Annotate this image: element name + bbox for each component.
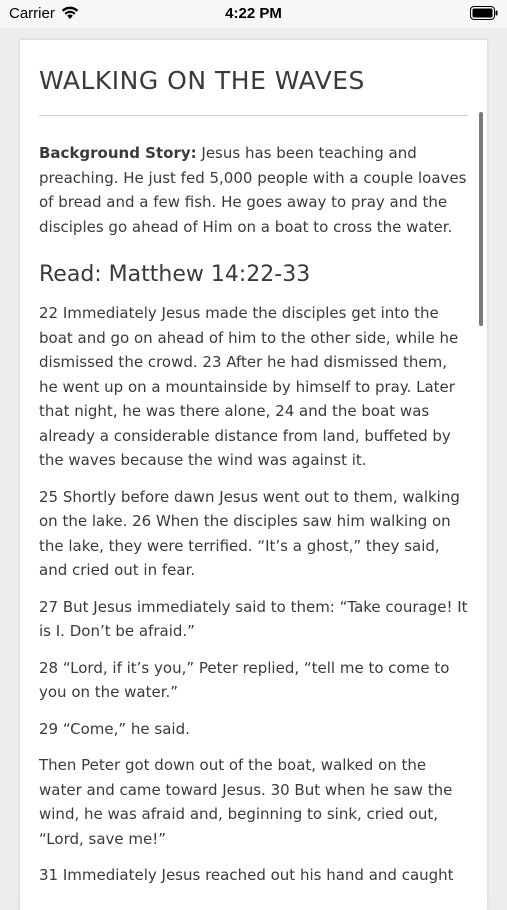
read-heading: Read: Matthew 14:22-33 bbox=[39, 262, 311, 287]
background-text: Jesus has been teaching and preaching. He just fed 5,000 people with a couple loaves of bread and a few fish. He goes away to pray and the disciples go ahead of Him on a boat to cross the water. bbox=[39, 144, 467, 236]
battery-full-icon bbox=[470, 6, 498, 20]
background-label: Background Story: bbox=[39, 144, 197, 162]
scripture-paragraph: 22 Immediately Jesus made the disciples get into the boat and go on ahead of him to the other side, while he dismissed the crowd. 23 After he had dismissed them, he went up on a mountainside by himself to pray. Later that night, he was there alone, 24 and the boat was already a considerable distance from land, buffeted by the waves because the wind was against it. bbox=[39, 304, 459, 469]
story-content bbox=[20, 40, 487, 888]
scripture-paragraph: 27 But Jesus immediately said to them: “Take courage! It is I. Don’t be afraid.” bbox=[39, 597, 468, 640]
background-story bbox=[39, 141, 468, 239]
scripture-paragraph: 28 “Lord, if it’s you,” Peter replied, “tell me to come to you on the water.” bbox=[39, 658, 450, 701]
carrier-label: Carrier bbox=[9, 5, 55, 22]
status-time: 4:22 PM bbox=[225, 5, 282, 22]
scrollbar[interactable] bbox=[479, 112, 483, 326]
scripture-paragraph: 31 Immediately Jesus reached out his hand and caught bbox=[39, 866, 454, 884]
scripture-paragraph: 25 Shortly before dawn Jesus went out to them, walking on the lake. 26 When the disciples saw him walking on the lake, they were terrified. “It’s a ghost,” they said, and cried out in fear. bbox=[39, 487, 460, 579]
story-card[interactable] bbox=[20, 40, 487, 910]
story-title: WALKING ON THE WAVES bbox=[39, 66, 468, 116]
status-bar bbox=[0, 0, 507, 28]
scripture-paragraph: Then Peter got down out of the boat, walked on the water and came toward Jesus. 30 But when he saw the wind, he was afraid and, beginning to sink, cried out, “Lord, save me!” bbox=[39, 756, 453, 848]
scripture-paragraph: 29 “Come,” he said. bbox=[39, 719, 190, 738]
